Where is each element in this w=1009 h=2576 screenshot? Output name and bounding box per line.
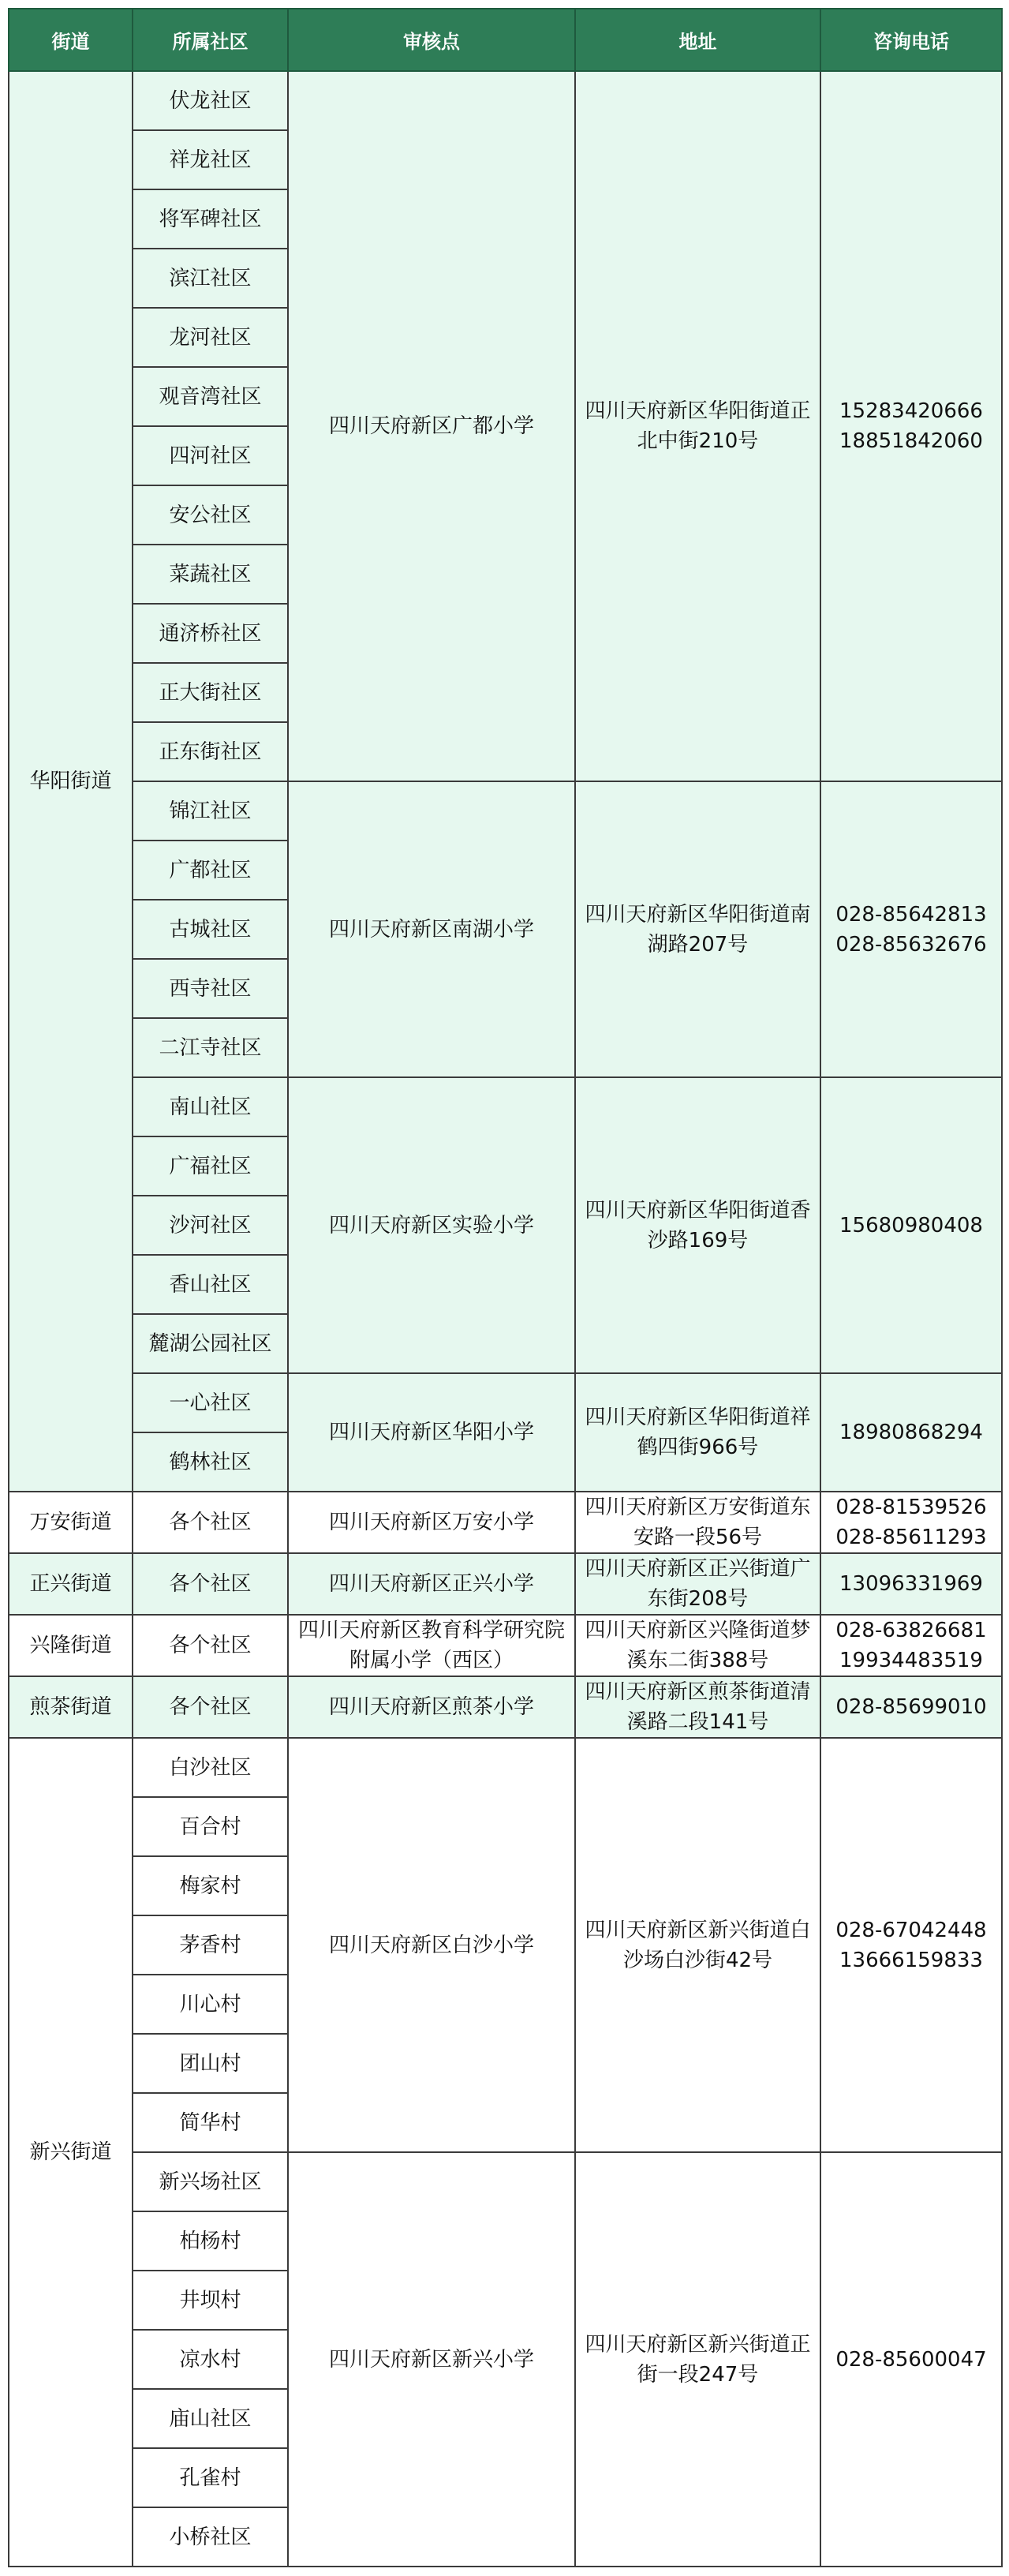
community-cell: 广都社区 bbox=[133, 841, 288, 900]
school-cell: 四川天府新区华阳小学 bbox=[288, 1373, 575, 1492]
school-cell: 四川天府新区万安小学 bbox=[288, 1492, 575, 1553]
community-cell: 二江寺社区 bbox=[133, 1018, 288, 1077]
phone-cell bbox=[820, 1615, 1002, 1676]
street-cell: 华阳街道 bbox=[9, 71, 133, 1492]
community-cell: 香山社区 bbox=[133, 1255, 288, 1314]
address-cell: 四川天府新区兴隆街道梦溪东二街388号 bbox=[575, 1615, 820, 1676]
phone-cell bbox=[820, 1738, 1002, 2152]
address-cell: 四川天府新区新兴街道正街一段247号 bbox=[575, 2152, 820, 2567]
community-cell: 通济桥社区 bbox=[133, 604, 288, 663]
community-cell: 新兴场社区 bbox=[133, 2152, 288, 2211]
community-cell: 各个社区 bbox=[133, 1492, 288, 1553]
community-cell: 柏杨村 bbox=[133, 2211, 288, 2271]
school-cell: 四川天府新区南湖小学 bbox=[288, 781, 575, 1077]
table-row bbox=[9, 2152, 1002, 2211]
address-cell: 四川天府新区万安街道东安路一段56号 bbox=[575, 1492, 820, 1553]
phone-number: 028-81539526 bbox=[835, 1496, 987, 1519]
community-cell: 庙山社区 bbox=[133, 2389, 288, 2448]
address-cell: 四川天府新区华阳街道正北中街210号 bbox=[575, 71, 820, 781]
community-cell: 南山社区 bbox=[133, 1077, 288, 1136]
community-cell: 观音湾社区 bbox=[133, 367, 288, 426]
community-cell: 沙河社区 bbox=[133, 1196, 288, 1255]
school-cell: 四川天府新区实验小学 bbox=[288, 1077, 575, 1373]
phone-cell bbox=[820, 1077, 1002, 1373]
phone-cell bbox=[820, 2152, 1002, 2567]
phone-number: 028-63826681 bbox=[835, 1619, 987, 1642]
address-cell: 四川天府新区煎茶街道清溪路二段141号 bbox=[575, 1676, 820, 1738]
phone-cell bbox=[820, 71, 1002, 781]
community-cell: 西寺社区 bbox=[133, 959, 288, 1018]
table-row bbox=[9, 1077, 1002, 1136]
phone-number: 028-85611293 bbox=[835, 1526, 987, 1549]
phone-number: 028-85632676 bbox=[835, 932, 987, 957]
community-cell: 广福社区 bbox=[133, 1136, 288, 1196]
table-row bbox=[9, 1676, 1002, 1738]
community-cell: 梅家村 bbox=[133, 1856, 288, 1915]
community-cell: 正东街社区 bbox=[133, 722, 288, 781]
community-cell: 一心社区 bbox=[133, 1373, 288, 1432]
community-cell: 井坝村 bbox=[133, 2271, 288, 2330]
address-cell: 四川天府新区华阳街道香沙路169号 bbox=[575, 1077, 820, 1373]
school-cell: 四川天府新区白沙小学 bbox=[288, 1738, 575, 2152]
community-cell: 龙河社区 bbox=[133, 308, 288, 367]
header-community: 所属社区 bbox=[133, 9, 288, 71]
community-cell: 川心村 bbox=[133, 1975, 288, 2034]
table-row bbox=[9, 1553, 1002, 1615]
community-cell: 锦江社区 bbox=[133, 781, 288, 841]
school-cell: 四川天府新区广都小学 bbox=[288, 71, 575, 781]
phone-number: 15680980408 bbox=[839, 1213, 983, 1237]
header-review-point: 审核点 bbox=[288, 9, 575, 71]
phone-number: 19934483519 bbox=[839, 1649, 983, 1672]
community-cell: 古城社区 bbox=[133, 900, 288, 959]
address-cell: 四川天府新区正兴街道广东街208号 bbox=[575, 1553, 820, 1615]
community-cell: 祥龙社区 bbox=[133, 130, 288, 189]
school-cell: 四川天府新区煎茶小学 bbox=[288, 1676, 575, 1738]
table-row bbox=[9, 1738, 1002, 1797]
school-cell: 四川天府新区正兴小学 bbox=[288, 1553, 575, 1615]
community-cell: 白沙社区 bbox=[133, 1738, 288, 1797]
phone-number: 18851842060 bbox=[839, 429, 983, 453]
street-cell: 万安街道 bbox=[9, 1492, 133, 1553]
header-address: 地址 bbox=[575, 9, 820, 71]
phone-cell bbox=[820, 1676, 1002, 1738]
community-cell: 各个社区 bbox=[133, 1676, 288, 1738]
registration-table bbox=[8, 8, 1003, 2567]
table-row bbox=[9, 1492, 1002, 1553]
header-phone: 咨询电话 bbox=[820, 9, 1002, 71]
community-cell: 四河社区 bbox=[133, 426, 288, 485]
phone-number: 028-85642813 bbox=[835, 902, 987, 927]
phone-cell bbox=[820, 1373, 1002, 1492]
community-cell: 孔雀村 bbox=[133, 2448, 288, 2507]
community-cell: 茅香村 bbox=[133, 1915, 288, 1975]
phone-number: 028-67042448 bbox=[835, 1918, 987, 1942]
community-cell: 将军碑社区 bbox=[133, 189, 288, 249]
phone-cell bbox=[820, 1492, 1002, 1553]
community-cell: 鹤林社区 bbox=[133, 1432, 288, 1492]
school-cell: 四川天府新区新兴小学 bbox=[288, 2152, 575, 2567]
community-cell: 团山村 bbox=[133, 2034, 288, 2093]
phone-number: 18980868294 bbox=[839, 1421, 983, 1444]
community-cell: 伏龙社区 bbox=[133, 71, 288, 130]
table-row bbox=[9, 1373, 1002, 1432]
address-cell: 四川天府新区华阳街道祥鹤四街966号 bbox=[575, 1373, 820, 1492]
table-row bbox=[9, 781, 1002, 841]
community-cell: 麓湖公园社区 bbox=[133, 1314, 288, 1373]
community-cell: 各个社区 bbox=[133, 1553, 288, 1615]
community-cell: 小桥社区 bbox=[133, 2507, 288, 2567]
phone-number: 13666159833 bbox=[839, 1948, 983, 1972]
community-cell: 菜蔬社区 bbox=[133, 545, 288, 604]
community-cell: 简华村 bbox=[133, 2093, 288, 2152]
community-cell: 安公社区 bbox=[133, 485, 288, 545]
phone-number: 028-85699010 bbox=[835, 1695, 987, 1719]
community-cell: 滨江社区 bbox=[133, 249, 288, 308]
table-row bbox=[9, 71, 1002, 130]
header-street: 街道 bbox=[9, 9, 133, 71]
phone-number: 15283420666 bbox=[839, 399, 983, 423]
street-cell: 煎茶街道 bbox=[9, 1676, 133, 1738]
school-cell: 四川天府新区教育科学研究院附属小学（西区） bbox=[288, 1615, 575, 1676]
community-cell: 各个社区 bbox=[133, 1615, 288, 1676]
header-row bbox=[9, 9, 1002, 71]
phone-cell bbox=[820, 781, 1002, 1077]
address-cell: 四川天府新区新兴街道白沙场白沙街42号 bbox=[575, 1738, 820, 2152]
community-cell: 凉水村 bbox=[133, 2330, 288, 2389]
community-cell: 百合村 bbox=[133, 1797, 288, 1856]
address-cell: 四川天府新区华阳街道南湖路207号 bbox=[575, 781, 820, 1077]
street-cell: 新兴街道 bbox=[9, 1738, 133, 2567]
phone-number: 13096331969 bbox=[839, 1572, 983, 1596]
community-cell: 正大街社区 bbox=[133, 663, 288, 722]
street-cell: 正兴街道 bbox=[9, 1553, 133, 1615]
phone-cell bbox=[820, 1553, 1002, 1615]
street-cell: 兴隆街道 bbox=[9, 1615, 133, 1676]
table-row bbox=[9, 1615, 1002, 1676]
phone-number: 028-85600047 bbox=[835, 2347, 987, 2372]
